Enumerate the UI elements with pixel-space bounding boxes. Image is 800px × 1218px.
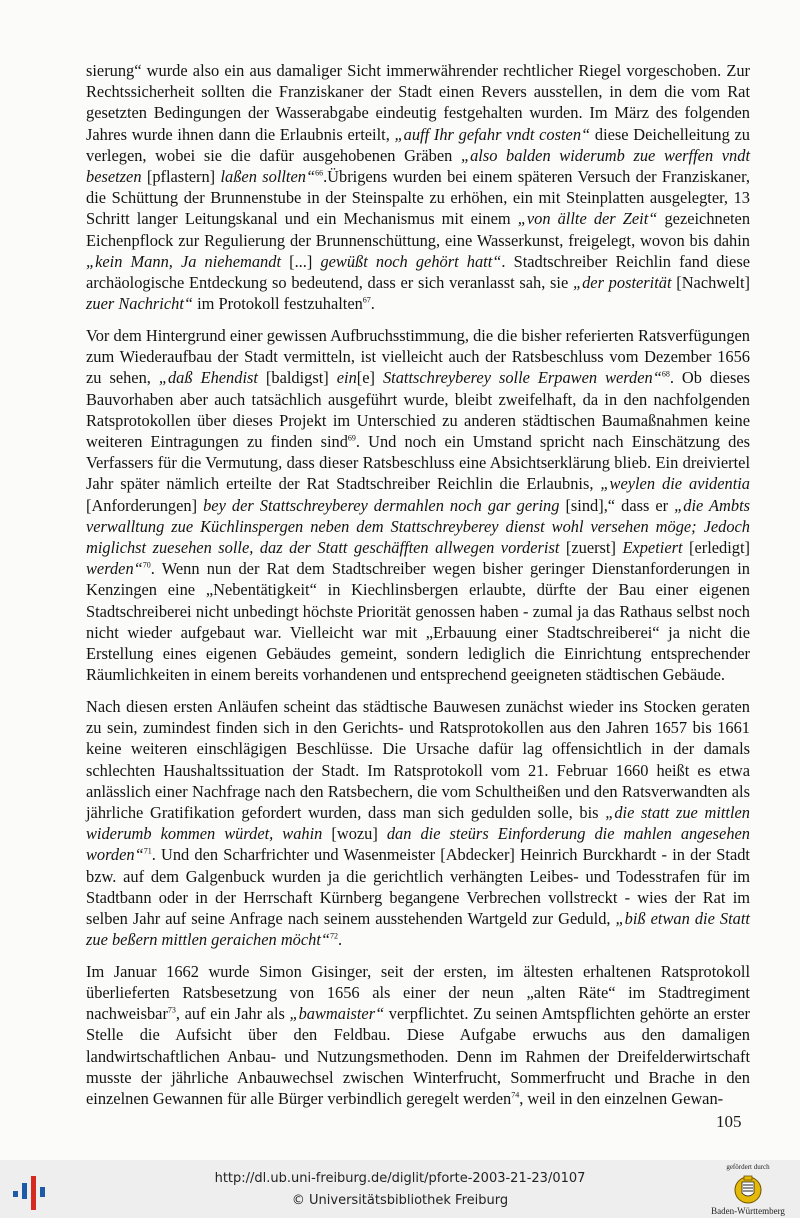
quoted-source-text: „die Ambts verwalltung zue Küchlinspergen neben dem Stattschreyberey dienst wohl versehen möge; Jedoch miglichst zuesehen solle, daz der Statt geschäfften allwegen vorderist xyxy=(86,495,751,557)
quoted-source-text: „also balden widerumb zue werffen vndt besetzen xyxy=(86,145,750,187)
quoted-source-text: dan die steürs Einforderung die mahlen angesehen worden“ xyxy=(86,824,750,865)
quoted-source-text: laßen sollten“ xyxy=(220,167,316,187)
quoted-source-text: gewüßt noch gehört hatt“ xyxy=(320,251,502,271)
text-segment: gezeichneten Eichenpflock zur Regulierung der Brunnenschüttung, eine Wasserkunst, freigelegt, wovon bis dahin xyxy=(86,209,751,250)
text-segment: . Wenn nun der Rat dem Stadtschreiber wegen bisher geringer Dienstanforderungen in Kenzingen eine „Nebentätigkeit“ in Kiechlinsbergen erlaubte, dürfte der Bau einer eigenen Stadtschreiberei nicht unbedingt höchste Priorität genossen haben - zumal ja das Rathaus selbst noch nicht wieder aufgebaut war. Vielleicht war mit „Erbauung einer Stadtschreiberei“ ja nicht die Erstellung eines eigenen Gebäudes gemeint, sondern lediglich die Einrichtung entsprechender Räumlichkeiten in einem bereits vorhandenen und entsprechend geeigneten städtischen Gebäude. xyxy=(86,559,750,685)
text-segment: [pflastern] xyxy=(141,167,221,187)
text-segment: sierung“ wurde also ein aus damaliger Sicht immerwährender rechtlicher Riegel vorgeschoben. Zur Rechtssicherheit sollten die Franziskaner der Stadt einen Revers ausstellen, in dem die vom Rat gesetzten Bedingungen der Wasserabgabe eindeutig festgehalten wurden. Im März des folgenden Jahres wurde ihnen dann die Erlaubnis erteilt, xyxy=(86,61,750,144)
sponsor-badge xyxy=(700,1162,796,1218)
baden-wuerttemberg-crest-icon xyxy=(734,1173,762,1205)
quoted-source-text: bey der Stattschreyberey dermahlen noch gar gering xyxy=(203,495,560,515)
text-segment: [...] xyxy=(281,251,321,271)
source-url-link[interactable]: http://dl.ub.uni-freiburg.de/diglit/pforte-2003-21-23/0107 xyxy=(214,1171,586,1186)
quoted-source-text: „von ällte der Zeit“ xyxy=(517,209,658,229)
text-segment: . xyxy=(370,294,375,314)
quoted-source-text: „die statt zue mittlen widerumb kommen würdet, wahin xyxy=(86,802,750,844)
quoted-source-text: Expetiert xyxy=(622,537,683,557)
body-text xyxy=(86,60,750,1120)
sponsor-top-text: gefördert durch xyxy=(726,1163,770,1171)
text-segment: Im Januar 1662 wurde Simon Gisinger, seit der ersten, im ältesten erhaltenen Ratsprotokoll überlieferten Ratsbesetzung von 1656 als einer der neun „alten Räte“ im Stadtregiment nachweisbar xyxy=(86,961,750,1024)
text-segment: [sind],“ dass er xyxy=(559,495,675,515)
quoted-source-text: „der posteritӓt xyxy=(572,273,672,293)
text-segment: im Protokoll festzuhalten xyxy=(193,294,363,314)
quoted-source-text: „kein Mann, Ja niehemandt xyxy=(86,251,282,271)
footer-bar xyxy=(0,1160,800,1218)
text-segment: [Nachwelt] xyxy=(671,273,750,293)
paragraph xyxy=(86,325,750,685)
text-segment: [zuerst] xyxy=(559,537,623,557)
text-segment: Nach diesen ersten Anläufen scheint das städtische Bauwesen zunächst wieder ins Stocken geraten zu sein, zumindest finden sich in den Gerichts- und Ratsprotokollen aus den Jahren 1657 bis 1661 keine weiteren einschlägigen Beschlüsse. Die Ursache dafür lag offensichtlich in der damals schlechten Haushaltssituation der Stadt. Im Ratsprotokoll vom 21. Februar 1660 heißt es etwa anlässlich einer Nachfrage nach den Ratsbechern, die vom Schultheißen und den Ratsverwandten als jährliche Gratifikation gefordert wurden, dass man sich gedulden solle, bis xyxy=(86,696,750,822)
footnote-marker: 68 xyxy=(661,369,670,379)
footnote-marker: 70 xyxy=(142,560,151,570)
text-segment: , auf ein Jahr als xyxy=(175,1004,290,1024)
quoted-source-text: ein xyxy=(336,368,357,388)
text-segment: . Stadtschreiber Reichlin fand diese archäologische Entdeckung so bedeutend, dass er sich veranlasst sah, sie xyxy=(86,251,750,293)
text-segment: diese Deichelleitung zu verlegen, wobei sie die dafür ausgehobenen Gräben xyxy=(86,124,750,165)
quoted-source-text: „weylen die avidentia xyxy=(600,474,750,494)
footnote-marker: 72 xyxy=(330,931,338,941)
text-segment: , weil in den einzelnen Gewan- xyxy=(519,1089,724,1109)
quoted-source-text: „bawmaister“ xyxy=(289,1004,385,1024)
quoted-source-text: zuer Nachricht“ xyxy=(86,294,193,314)
text-segment: [e] xyxy=(356,368,383,388)
text-segment: . Ob dieses Bauvorhaben aber auch tatsächlich ausgeführt wurde, bleibt zweifelhaft, da in den nachfolgenden Ratsprotokollen über dieses Projekt im Unterschied zu anderen städtischen Baumaßnahmen keine weiteren Eintragungen zu finden sind xyxy=(86,368,750,451)
paragraph xyxy=(86,961,750,1109)
paragraph xyxy=(86,60,750,314)
page-number: 105 xyxy=(716,1112,742,1131)
text-segment: . Und den Scharfrichter und Wasenmeister [Abdecker] Heinrich Burckhardt - in der Stadt bzw. auf dem Galgenbuck wurden ja die gerichtlich verhängten Leibes- und Todesstrafen für im Stadtbann oder in der Herrschaft Kürnberg begangene Verbrechen vollstreckt - wies der Rat im selben Jahr auf seine Anfrage nach seinem ausstehenden Wartgeld zur Geduld, xyxy=(86,845,750,928)
text-segment: [baldigst] xyxy=(257,368,337,388)
text-segment: verpflichtet. Zu seinen Amtspflichten gehörte an erster Stelle die Aufsicht über den Feldbau. Diese Aufgabe erwuchs aus den damaligen landwirtschaftlichen Anbau- und Nutzungsmethoden. Denn im Rahmen der Dreifelderwirtschaft musste der jährliche Anbauwechsel zwischen Winterfrucht, Sommerfrucht und Brache in den einzelnen Gewannen für alle Bürger verbindlich geregelt werden xyxy=(86,1004,750,1109)
quoted-source-text: „daß Ehendist xyxy=(158,368,258,388)
footnote-marker: 71 xyxy=(143,846,152,856)
footnote-marker: 69 xyxy=(347,433,356,443)
footnote-marker: 66 xyxy=(315,168,324,178)
footnote-marker: 73 xyxy=(167,1005,176,1015)
quoted-source-text: Stattschreyberey solle Erpawen werden“ xyxy=(382,368,662,388)
text-segment: [wozu] xyxy=(322,824,387,844)
quoted-source-text: „biß etwan die Statt zue beßern mittlen geraichen möcht“ xyxy=(86,908,750,950)
text-segment: [Anforderungen] xyxy=(86,495,204,515)
quoted-source-text: werden“ xyxy=(86,559,143,579)
text-segment: [erledigt] xyxy=(682,537,751,557)
text-segment: . xyxy=(338,930,343,950)
footnote-marker: 74 xyxy=(511,1090,520,1100)
text-segment: .Übrigens wurden bei einem späteren Versuch der Franziskaner, die Schüttung der Brunnenstube in der Steinspalte zu erhöhen, ein mit Steinplatten ausgelegter, 13 Schritt langer Leitungskanal und ein Mechanismus mit einem xyxy=(86,167,750,229)
text-segment: Vor dem Hintergrund einer gewissen Aufbruchsstimmung, die die bisher referierten Ratsverfügungen zum Wiederaufbau der Stadt vermitteln, ist vielleicht auch der Ratsbeschluss vom Dezember 1656 zu sehen, xyxy=(86,325,750,388)
sponsor-bottom-text: Baden-Württemberg xyxy=(711,1206,785,1216)
text-segment: . Und noch ein Umstand spricht nach Einschätzung des Verfassers für die Vermutung, dass dieser Ratsbeschluss eine Absichtserklärung blieb. Ein dreiviertel Jahr später nämlich erteilte der Rat Stadtschreiber Reichlin die Erlaubnis, xyxy=(86,431,751,494)
copyright-text: © Universitätsbibliothek Freiburg xyxy=(291,1193,509,1208)
footnote-marker: 67 xyxy=(362,295,371,305)
quoted-source-text: „auff Ihr gefahr vndt costen“ xyxy=(394,124,591,144)
paragraph xyxy=(86,696,750,950)
